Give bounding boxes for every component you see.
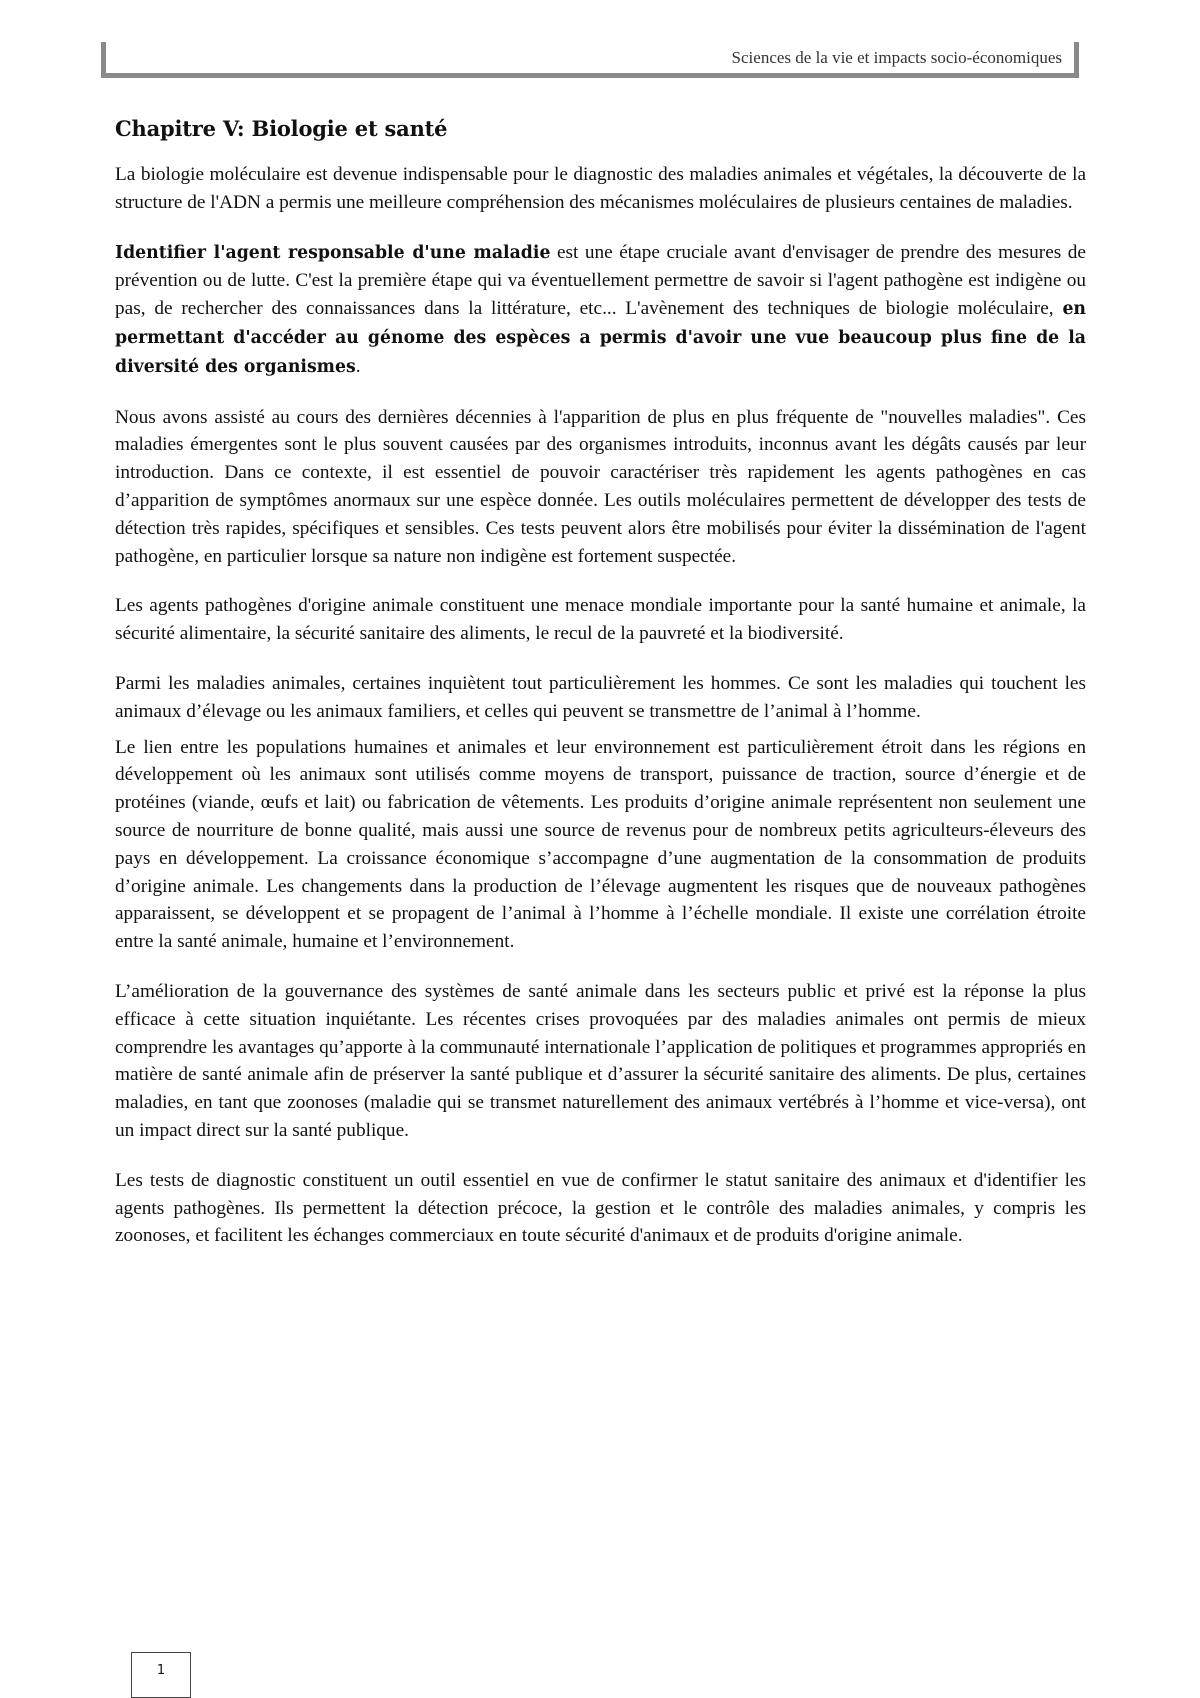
paragraph-3: Nous avons assisté au cours des dernières décennies à l'apparition de plus en plus fréquente de "nouvelles maladies". Ces maladies émergentes sont le plus souvent causées par des organismes introduits, inconnus avant les dégâts causés par leur introduction. Dans ce contexte, il est essentiel de pouvoir caractériser très rapidement les agents pathogènes en cas d’apparition de symptômes anormaux sur une espèce donnée. Les outils moléculaires permettent de développer des tests de détection très rapides, spécifiques et sensibles. Ces tests peuvent alors être mobilisés pour éviter la dissémination de l'agent pathogène, en particulier lorsque sa nature non indigène est fortement suspectée.: [115, 406, 1086, 567]
paragraph-2-bold-lead: Identifier l'agent responsable d'une maladie: [115, 242, 551, 263]
paragraph-8: Les tests de diagnostic constituent un outil essentiel en vue de confirmer le statut sanitaire des animaux et d'identifier les agents pathogènes. Ils permettent la détection précoce, la gestion et le contrôle des maladies animales, y compris les zoonoses, et facilitent les échanges commerciaux en toute sécurité d'animaux et de produits d'origine animale.: [115, 1169, 1086, 1247]
paragraph-2-end: .: [355, 355, 361, 377]
page-number: 1: [131, 1652, 191, 1698]
page-body: [115, 110, 1086, 1272]
chapter-title: Chapitre V: Biologie et santé: [115, 116, 448, 141]
paragraph-2-text: est une étape cruciale avant d'envisager de prendre des mesures de prévention ou de lutte. C'est la première étape qui va éventuellement permettre de savoir si l'agent pathogène est indigène ou pas, de rechercher des connaissances dans la littérature, etc... L'avènement des techniques de biologie moléculaire,: [115, 241, 1086, 320]
paragraph-2-bold-tail: en permettant d'accéder au génome des espèces a permis d'avoir une vue beaucoup plus fine de la diversité des organismes: [115, 299, 1086, 377]
paragraph-5: Parmi les maladies animales, certaines inquiètent tout particulièrement les hommes. Ce sont les maladies qui touchent les animaux d’élevage ou les animaux familiers, et celles qui peuvent se transmettre de l’animal à l’homme.: [115, 672, 1086, 722]
paragraph-2: [115, 239, 1086, 382]
paragraph-7: L’amélioration de la gouvernance des systèmes de santé animale dans les secteurs public et privé est la réponse la plus efficace à cette situation inquiétante. Les récentes crises provoquées par des maladies animales ont permis de mieux comprendre les avantages qu’apporte à la communauté internationale l’application de politiques et programmes appropriés en matière de santé animale afin de préserver la santé publique et d’assurer la sécurité sanitaire des aliments. De plus, certaines maladies, en tant que zoonoses (maladie qui se transmet naturellement des animaux vertébrés à l’homme et vice-versa), ont un impact direct sur la santé publique.: [115, 980, 1086, 1141]
paragraph-4: Les agents pathogènes d'origine animale constituent une menace mondiale importante pour la santé humaine et animale, la sécurité alimentaire, la sécurité sanitaire des aliments, le recul de la pauvreté et la biodiversité.: [115, 595, 1086, 645]
paragraph-6: Le lien entre les populations humaines et animales et leur environnement est particulièrement étroit dans les régions en développement où les animaux sont utilisés comme moyens de transport, puissance de traction, source d’énergie et de protéines (viande, œufs et lait) ou fabrication de vêtements. Les produits d’origine animale représentent non seulement une source de nourriture de bonne qualité, mais aussi une source de revenus pour de nombreux petits agriculteurs-éleveurs des pays en développement. La croissance économique s’accompagne d’une augmentation de la consommation de produits d’origine animale. Les changements dans la production de l’élevage augmentent les risques que de nouveaux pathogènes apparaissent, se développent et se propagent de l’animal à l’homme à l’échelle mondiale. Il existe une corrélation étroite entre la santé animale, humaine et l’environnement.: [115, 736, 1086, 953]
running-header: [101, 42, 1079, 78]
paragraph-1: La biologie moléculaire est devenue indispensable pour le diagnostic des maladies animales et végétales, la découverte de la structure de l'ADN a permis une meilleure compréhension des mécanismes moléculaires de plusieurs centaines de maladies.: [115, 164, 1086, 213]
running-header-title: Sciences de la vie et impacts socio-économiques: [731, 48, 1062, 67]
